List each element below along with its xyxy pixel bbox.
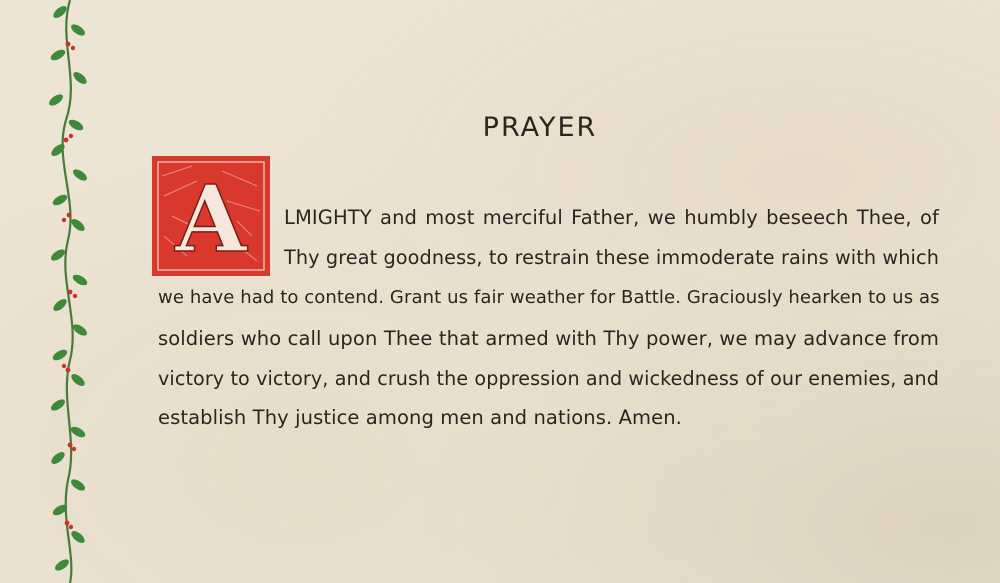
- prayer-line-4: soldiers who call upon Thee that armed with Thy power, we may advance from: [158, 327, 939, 350]
- holly-vine-border: [40, 0, 100, 583]
- prayer-line-1: LMIGHTY and most merciful Father, we humbly beseech Thee, of: [284, 206, 939, 229]
- prayer-line-6: establish Thy justice among men and nations. Amen.: [158, 406, 682, 429]
- dropcap-letter: A: [175, 165, 247, 273]
- prayer-line-2: Thy great goodness, to restrain these immoderate rains with which: [284, 246, 939, 269]
- prayer-line-3: we have had to contend. Grant us fair weather for Battle. Graciously hearken to us as: [158, 287, 940, 308]
- prayer-line-5: victory to victory, and crush the oppression and wickedness of our enemies, and: [158, 367, 939, 390]
- page-title: PRAYER: [482, 112, 598, 143]
- illuminated-dropcap: [152, 156, 270, 276]
